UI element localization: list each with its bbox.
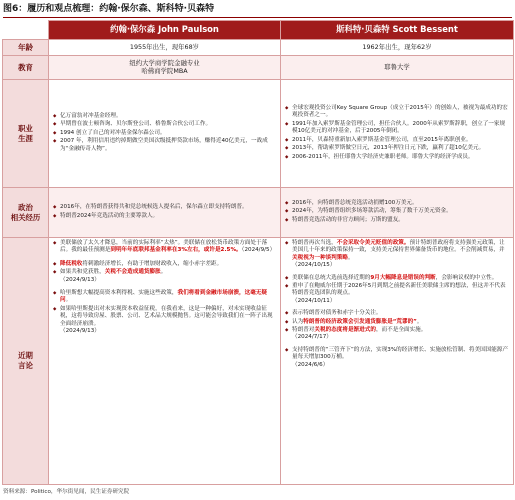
label-career [3, 80, 49, 188]
highlight-text: 关税视为一种谈判策略 [292, 254, 348, 261]
quote-date: （2024/9/13） [60, 276, 100, 283]
bessent-age: 1962年出生，现年62岁 [281, 40, 514, 56]
row-education [3, 56, 514, 80]
list-item: ◆ 特朗普对关税的态度将是渐进式的，而不是全面实施。 （2024/7/17） [285, 327, 509, 342]
paulson-age: 1955年出生，现年68岁 [49, 40, 281, 56]
list-item: ◆ 亿万富翁对冲基金经理。 [53, 113, 276, 120]
quote-date: （2024/7/17） [292, 334, 332, 341]
list-item: ◆ 美联储放了太久才降息，当前的实际利率“太热”。美联储在放松货币政策方面处于落后。我的最佳预测是到明年年底联邦基金利率在3%左右，或许是2.5%。（2024/9/5） [53, 240, 276, 255]
list-item: ◆ 降低税收将刺激经济增长，有助于增加财政收入，缩小赤字差距。 [53, 261, 276, 268]
label-career-line2: 生涯 [18, 133, 33, 143]
label-education: 教育 [3, 56, 49, 80]
highlight-text: 我们将看到金融市场崩溃，这毫无疑问 [60, 290, 267, 304]
quote-date: （2024/6/6） [292, 361, 329, 368]
list-item: ◆ 早期曾在波士顿咨询、贝尔斯登公司、格鲁斯合伙公司工作。 [53, 121, 276, 128]
list-item: ◆ 1991年加入索罗斯基金管理公司，担任合伙人。2000年从索罗斯辞职，创立了一家规模10亿美元的对冲基金，后于2005年倒闭。 [285, 121, 509, 136]
list-item: ◆ 特朗普2024年竞选活动的主要筹款人。 [53, 213, 276, 220]
highlight-text: 不会采取令美元贬值的政策。 [336, 240, 410, 246]
list-item: ◆ 特朗普再次当选，不会采取令美元贬值的政策。预计特朗普政府将支持强美元政策，让美国几十年来的政策保持一致，支持美元保持世界储备货币的地位。不会削减贸易，并关税视为一种谈判策略。 （2024/10/15） [285, 240, 509, 270]
label-views-line1: 近期 [18, 351, 33, 360]
paulson-politics [49, 188, 281, 238]
list-item: ◆ 表示特朗普对债务和赤字十分关注。 [285, 310, 509, 317]
label-politics [3, 188, 49, 238]
figure-title: 图6：履历和观点梳理：约翰·保尔森、斯科特·贝森特 [3, 3, 512, 18]
paulson-views [49, 238, 281, 485]
row-career [3, 80, 514, 188]
header-corner [3, 21, 49, 40]
row-age [3, 40, 514, 56]
list-item: ◆ 支持特朗普的“三管齐下”的方法，实现3%的经济增长、实施放松管制、将美国国能源产量每天增加300万桶。 （2024/6/6） [285, 347, 509, 369]
quote-date: （2024/10/11） [292, 297, 336, 304]
header-paulson: 约翰·保尔森 John Paulson [49, 21, 281, 40]
bessent-career [281, 80, 514, 188]
list-item: ◆ 2006-2011年，担任耶鲁大学经济史兼职老师。耶鲁大学的经济学成员。 [285, 154, 509, 161]
list-item: ◆ 美联储在总统大选前选择近期的9月大幅降息是错误的判断，会影响议权的中立性。 [285, 275, 509, 282]
list-item: ◆ 2016年，向特朗普总统竞选活动捐赠100万美元。 [285, 200, 509, 207]
list-item: ◆ 2011年，贝森特重新加入索罗斯基金管理公司，直至2015年离职创业。 [285, 137, 509, 144]
bessent-politics [281, 188, 514, 238]
label-career-line1: 职业 [18, 123, 33, 133]
bessent-views [281, 238, 514, 485]
list-item: ◆ 特朗普竞选活动的非官方顾问；万斯的盟友。 [285, 217, 509, 224]
highlight-text: 到明年年底联邦基金利率在3%左右，或许是2.5%。 [110, 247, 242, 254]
list-item: ◆ 2013年，帮助索罗斯做空日元，2013年押注日元下跌，赢利了超10亿美元。 [285, 145, 509, 152]
paulson-education-line2: 哈佛商学院MBA [141, 66, 188, 75]
label-views-line2: 言论 [18, 361, 33, 370]
paulson-education-line1: 纽约大学商学院金融专业 [129, 59, 200, 68]
list-item: ◆ 认为特朗普的经济政策会引发通货膨胀是“荒谬的”。 [285, 319, 509, 326]
paulson-career [49, 80, 281, 188]
highlight-text: 关税不会造成通货膨胀 [104, 269, 161, 276]
quote-date: （2024/9/13） [60, 328, 100, 335]
label-age: 年龄 [3, 40, 49, 56]
row-views [3, 238, 514, 485]
list-item: ◆ 2016年，在特朗普获得共和党总统候选人提名后，保尔森立即支持特朗普。 [53, 204, 276, 211]
list-item: ◆ 重申了在鲍威尔任期于2026年5月到期之前提名新任美联储主席的想法，但这并不代表特朗普竞选团队的观点。 （2024/10/11） [285, 283, 509, 305]
list-item: ◆ 哈里斯想大幅提高资本利得税、实施这些政策，我们将看到金融市场崩溃，这毫无疑问。 [53, 290, 276, 305]
row-politics [3, 188, 514, 238]
table-header-row [3, 21, 514, 40]
highlight-text: 特朗普的经济政策会引发通货膨胀是“荒谬的” [303, 318, 417, 325]
list-item: ◆ 2007 年，利用信用违约掉期做空美国次级抵押贷款市场，赚得近40亿美元，一战成为“金融传奇人物”。 [53, 138, 276, 153]
list-item: ◆ 如果共和党获胜，关税不会造成通货膨胀。 （2024/9/13） [53, 269, 276, 284]
list-item: ◆ 1994 创立了自己的对冲基金保尔森公司。 [53, 130, 276, 137]
comparison-table [2, 20, 514, 485]
quote-date: （2024/9/5） [241, 247, 276, 254]
paulson-education [49, 56, 281, 80]
label-politics-line2: 相关经历 [10, 212, 41, 222]
label-politics-line1: 政治 [18, 202, 33, 212]
quote-date: （2024/10/15） [292, 262, 336, 269]
list-item: ◆ 2024年，为特朗普组织多场筹款活动，筹集了数千万美元资金。 [285, 208, 509, 215]
label-views [3, 238, 49, 485]
highlight-text: 降低税收 [60, 260, 83, 267]
highlight-text: 关税的态度将是渐进式的 [314, 327, 376, 334]
source-note: 资料来源：Politico，华尔街见闻，民生证券研究院 [3, 489, 130, 495]
header-bessent: 斯科特·贝森特 Scott Bessent [281, 21, 514, 40]
list-item: ◆ 如果哈里斯提出对未实现资本收益征税，在我看来，这是一种偏好，对未实现收益征税，这将导致房屋、股票、公司、艺术品大规模抛售。这可能会导致我们在一阵子出现全面经济崩溃。 （2024/9/13） [53, 306, 276, 336]
list-item: ◆ 全球宏观投资公司Key Square Group（成立于2015年）的创始人，被视为最成功的宏观投资者之一。 [285, 105, 509, 120]
bessent-education: 耶鲁大学 [281, 56, 514, 80]
highlight-text: 9月大幅降息是错误的判断 [370, 274, 436, 281]
